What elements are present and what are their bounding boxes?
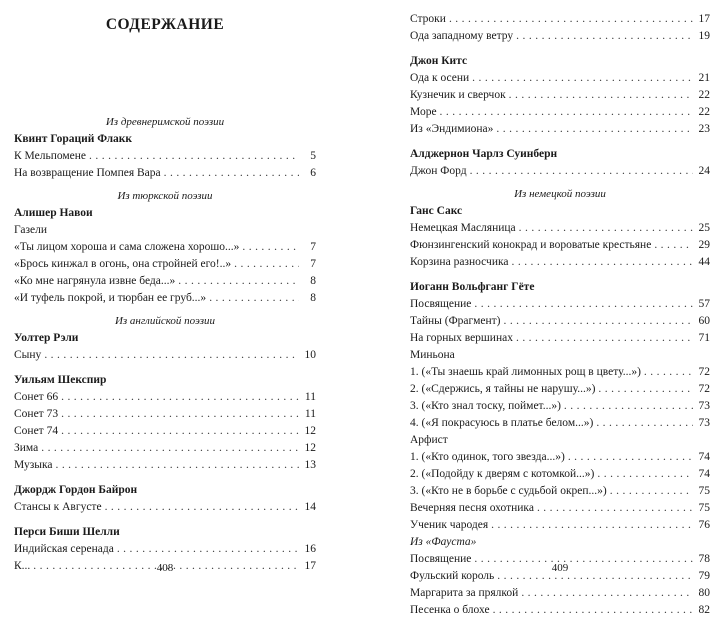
entry-title: Строки bbox=[410, 13, 446, 25]
section-heading: Из немецкой поэзии bbox=[514, 188, 606, 200]
toc-entry bbox=[410, 313, 710, 330]
toc-entry bbox=[410, 500, 710, 517]
entry-title: Посвящение bbox=[410, 553, 472, 565]
entry-title: Зима bbox=[14, 442, 39, 454]
author-name: Джон Китс bbox=[410, 55, 468, 67]
dot-leader bbox=[61, 423, 299, 440]
entry-page-number: 8 bbox=[310, 292, 316, 304]
entry-page-number: 57 bbox=[698, 298, 710, 310]
entry-page-number: 72 bbox=[698, 383, 710, 395]
author-spacer bbox=[410, 271, 710, 278]
toc-entry bbox=[14, 148, 316, 165]
entry-title: Джон Форд bbox=[410, 165, 467, 177]
entry-title: Ученик чародея bbox=[410, 519, 489, 531]
toc-entry bbox=[14, 165, 316, 182]
author-name: Алджернон Чарлз Суинберн bbox=[410, 148, 558, 160]
entry-page-number: 5 bbox=[310, 150, 316, 162]
entry-page-number: 12 bbox=[304, 425, 316, 437]
section-heading: Из тюркской поэзии bbox=[117, 190, 213, 202]
entry-title: Из «Эндимиона» bbox=[410, 123, 494, 135]
entry-title: Море bbox=[410, 106, 437, 118]
toc-right-column bbox=[410, 11, 710, 619]
page-number-right: 409 bbox=[551, 562, 569, 574]
dot-leader bbox=[89, 148, 299, 165]
dot-leader bbox=[597, 466, 693, 483]
entry-page-number: 76 bbox=[698, 519, 710, 531]
entry-page-number: 71 bbox=[698, 332, 710, 344]
entry-page-number: 24 bbox=[698, 165, 710, 177]
toc-entry bbox=[14, 423, 316, 440]
toc-entry bbox=[410, 87, 710, 104]
dot-leader bbox=[644, 364, 693, 381]
entry-title: «Ко мне нагрянула извне беда...» bbox=[14, 275, 176, 287]
toc-entry bbox=[410, 364, 710, 381]
toc-entry bbox=[410, 70, 710, 87]
dot-leader bbox=[537, 500, 693, 517]
entry-title: Сонет 66 bbox=[14, 391, 59, 403]
right-page bbox=[410, 0, 710, 616]
toc-entry bbox=[14, 499, 316, 516]
entry-page-number: 72 bbox=[698, 366, 710, 378]
page-number-left: 408 bbox=[156, 562, 174, 574]
author-spacer bbox=[14, 474, 316, 481]
dot-leader bbox=[491, 517, 693, 534]
dot-leader bbox=[503, 313, 693, 330]
dot-leader bbox=[44, 347, 299, 364]
author-spacer bbox=[14, 516, 316, 523]
entry-page-number: 82 bbox=[698, 604, 710, 616]
toc-entry bbox=[14, 239, 316, 256]
entry-page-number: 29 bbox=[698, 239, 710, 251]
dot-leader bbox=[493, 602, 693, 619]
author-name: Уолтер Рэли bbox=[14, 332, 79, 344]
dot-leader bbox=[512, 254, 694, 271]
dot-leader bbox=[470, 163, 693, 180]
author-name: Квинт Гораций Флакк bbox=[14, 133, 133, 145]
entry-title: «Брось кинжал в огонь, она стройней его!..» bbox=[14, 258, 232, 270]
entry-page-number: 79 bbox=[698, 570, 710, 582]
entry-title: Сонет 74 bbox=[14, 425, 59, 437]
entry-page-number: 22 bbox=[698, 89, 710, 101]
toc-entry bbox=[14, 389, 316, 406]
toc-entry bbox=[410, 254, 710, 271]
toc-entry bbox=[14, 256, 316, 273]
entry-page-number: 14 bbox=[304, 501, 316, 513]
dot-leader bbox=[598, 381, 693, 398]
author-name: Иоганн Вольфганг Гёте bbox=[410, 281, 535, 293]
entry-title: Индийская серенада bbox=[14, 543, 114, 555]
dot-leader bbox=[654, 237, 693, 254]
dot-leader bbox=[449, 11, 693, 28]
entry-title: Ода западному ветру bbox=[410, 30, 514, 42]
dot-leader bbox=[610, 483, 693, 500]
entry-title: Фульский король bbox=[410, 570, 495, 582]
entry-title: 3. («Кто знал тоску, поймет...») bbox=[410, 400, 561, 412]
toc-entry bbox=[410, 466, 710, 483]
entry-page-number: 19 bbox=[698, 30, 710, 42]
entry-title: Тайны (Фрагмент) bbox=[410, 315, 501, 327]
entry-page-number: 74 bbox=[698, 451, 710, 463]
dot-leader bbox=[105, 499, 299, 516]
entry-page-number: 73 bbox=[698, 400, 710, 412]
toc-entry bbox=[14, 273, 316, 290]
dot-leader bbox=[519, 220, 693, 237]
entry-page-number: 8 bbox=[310, 275, 316, 287]
toc-entry bbox=[410, 11, 710, 28]
dot-leader bbox=[55, 457, 299, 474]
entry-title: Вечерняя песня охотника bbox=[410, 502, 534, 514]
toc-entry bbox=[410, 602, 710, 619]
section-heading: Из английской поэзии bbox=[114, 315, 216, 327]
entry-page-number: 13 bbox=[304, 459, 316, 471]
toc-entry bbox=[14, 541, 316, 558]
toc-entry bbox=[410, 330, 710, 347]
entry-page-number: 25 bbox=[698, 222, 710, 234]
entry-page-number: 44 bbox=[698, 256, 710, 268]
entry-title: Сыну bbox=[14, 349, 42, 361]
author-name: Уильям Шекспир bbox=[14, 374, 107, 386]
toc-entry bbox=[410, 163, 710, 180]
dot-leader bbox=[509, 87, 693, 104]
author-spacer bbox=[410, 138, 710, 145]
entry-page-number: 7 bbox=[310, 241, 316, 253]
toc-entry bbox=[410, 483, 710, 500]
author-name: Джордж Гордон Байрон bbox=[14, 484, 138, 496]
author-name: Перси Биши Шелли bbox=[14, 526, 120, 538]
entry-title: Стансы к Августе bbox=[14, 501, 102, 513]
dot-leader bbox=[516, 28, 693, 45]
toc-entry bbox=[410, 237, 710, 254]
toc-entry bbox=[410, 517, 710, 534]
subgroup-label: Арфист bbox=[410, 434, 448, 446]
dot-leader bbox=[209, 290, 299, 307]
entry-title: К Мельпомене bbox=[14, 150, 87, 162]
author-name: Ганс Сакс bbox=[410, 205, 463, 217]
toc-entry bbox=[14, 457, 316, 474]
dot-leader bbox=[242, 239, 299, 256]
toc-entry bbox=[410, 296, 710, 313]
toc-entry bbox=[410, 28, 710, 45]
entry-title: 4. («Я покрасуюсь в платье белом...») bbox=[410, 417, 594, 429]
entry-page-number: 22 bbox=[698, 106, 710, 118]
dot-leader bbox=[568, 449, 693, 466]
entry-title: На горных вершинах bbox=[410, 332, 513, 344]
entry-title: 2. («Подойду к дверям с котомкой...») bbox=[410, 468, 595, 480]
entry-title: 1. («Ты знаешь край лимонных рощ в цвету...») bbox=[410, 366, 641, 378]
dot-leader bbox=[440, 104, 693, 121]
toc-entry bbox=[410, 104, 710, 121]
toc-entry bbox=[14, 347, 316, 364]
entry-page-number: 10 bbox=[304, 349, 316, 361]
toc-entry bbox=[410, 415, 710, 432]
toc-entry bbox=[14, 440, 316, 457]
entry-page-number: 17 bbox=[304, 560, 316, 572]
dot-leader bbox=[61, 406, 299, 423]
dot-leader bbox=[564, 398, 693, 415]
entry-page-number: 7 bbox=[310, 258, 316, 270]
author-name: Алишер Навои bbox=[14, 207, 93, 219]
dot-leader bbox=[41, 440, 299, 457]
toc-entry bbox=[410, 398, 710, 415]
entry-title: Ода к осени bbox=[410, 72, 470, 84]
entry-title: Сонет 73 bbox=[14, 408, 59, 420]
entry-title: К... bbox=[14, 560, 31, 572]
toc-entry bbox=[410, 449, 710, 466]
entry-page-number: 11 bbox=[304, 408, 316, 420]
dot-leader bbox=[61, 389, 299, 406]
dot-leader bbox=[516, 330, 693, 347]
dot-leader bbox=[596, 415, 693, 432]
entry-page-number: 80 bbox=[698, 587, 710, 599]
entry-title: Песенка о блохе bbox=[410, 604, 490, 616]
entry-page-number: 23 bbox=[698, 123, 710, 135]
entry-page-number: 73 bbox=[698, 417, 710, 429]
toc-left-column bbox=[14, 114, 316, 575]
entry-page-number: 78 bbox=[698, 553, 710, 565]
author-spacer bbox=[14, 364, 316, 371]
entry-page-number: 11 bbox=[304, 391, 316, 403]
entry-title: Музыка bbox=[14, 459, 53, 471]
entry-page-number: 60 bbox=[698, 315, 710, 327]
entry-page-number: 12 bbox=[304, 442, 316, 454]
entry-title: Кузнечик и сверчок bbox=[410, 89, 506, 101]
entry-page-number: 74 bbox=[698, 468, 710, 480]
entry-title: Немецкая Масляница bbox=[410, 222, 516, 234]
entry-title: На возвращение Помпея Вара bbox=[14, 167, 161, 179]
page-title: СОДЕРЖАНИЕ bbox=[105, 16, 225, 33]
left-page bbox=[14, 0, 316, 588]
dot-leader bbox=[117, 541, 299, 558]
entry-title: 1. («Кто одинок, того звезда...») bbox=[410, 451, 565, 463]
dot-leader bbox=[496, 121, 693, 138]
entry-title: Маргарита за прялкой bbox=[410, 587, 519, 599]
entry-page-number: 16 bbox=[304, 543, 316, 555]
entry-page-number: 21 bbox=[698, 72, 710, 84]
entry-title: 3. («Кто не в борьбе с судьбой окреп...») bbox=[410, 485, 607, 497]
entry-title: «Ты лицом хороша и сама сложена хорошо...» bbox=[14, 241, 240, 253]
author-spacer bbox=[410, 45, 710, 52]
entry-page-number: 6 bbox=[310, 167, 316, 179]
entry-page-number: 75 bbox=[698, 485, 710, 497]
entry-title: «И туфель покрой, и тюрбан ее груб...» bbox=[14, 292, 207, 304]
toc-entry bbox=[14, 290, 316, 307]
subgroup-label: Миньона bbox=[410, 349, 455, 361]
subgroup-label: Из «Фауста» bbox=[410, 536, 477, 548]
dot-leader bbox=[234, 256, 299, 273]
dot-leader bbox=[178, 273, 299, 290]
toc-entry bbox=[410, 121, 710, 138]
toc-entry bbox=[410, 220, 710, 237]
section-heading: Из древнеримской поэзии bbox=[105, 116, 225, 128]
entry-title: 2. («Сдержись, я тайны не нарушу...») bbox=[410, 383, 596, 395]
dot-leader bbox=[472, 70, 693, 87]
entry-page-number: 75 bbox=[698, 502, 710, 514]
entry-title: Посвящение bbox=[410, 298, 472, 310]
entry-page-number: 17 bbox=[698, 13, 710, 25]
subgroup-label: Газели bbox=[14, 224, 48, 236]
dot-leader bbox=[164, 165, 299, 182]
dot-leader bbox=[474, 296, 693, 313]
entry-title: Корзина разносчика bbox=[410, 256, 509, 268]
toc-entry bbox=[14, 406, 316, 423]
toc-entry bbox=[410, 381, 710, 398]
entry-title: Фюнзингенский конокрад и вороватые крестьяне bbox=[410, 239, 652, 251]
